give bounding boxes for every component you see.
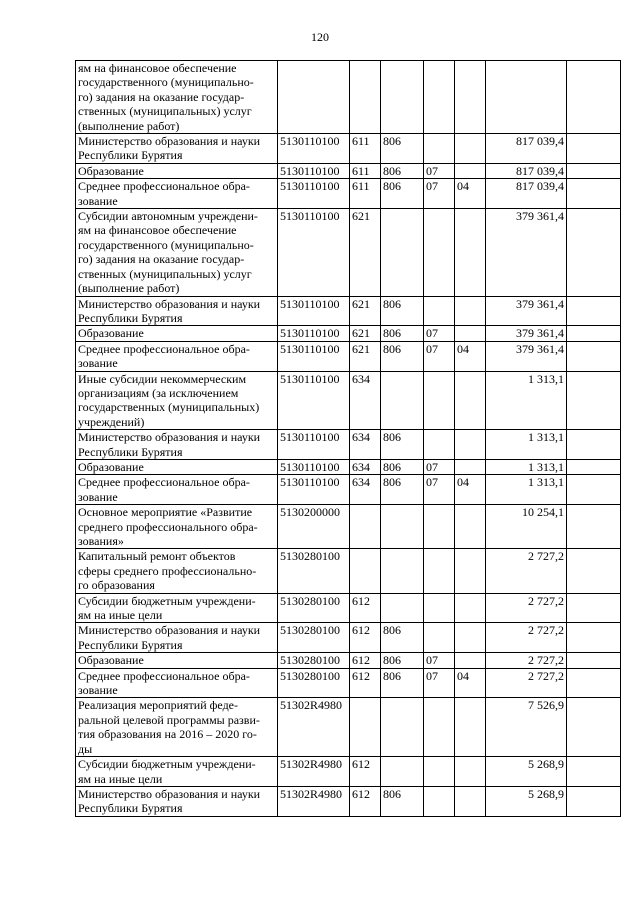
row-code-cell: 5130110100 [278, 296, 350, 326]
row-department-cell [381, 593, 424, 623]
row-code-cell: 5130280100 [278, 593, 350, 623]
row-amount-cell: 1 313,1 [486, 371, 567, 430]
row-empty-cell [567, 459, 621, 474]
row-name-cell [76, 341, 278, 371]
page-number: 120 [311, 30, 329, 44]
row-name-cell [76, 668, 278, 698]
row-department-cell [381, 371, 424, 430]
row-expense-type-cell: 634 [350, 459, 381, 474]
row-amount-cell: 1 313,1 [486, 475, 567, 505]
row-section-cell: 07 [424, 163, 455, 178]
row-name-cell [76, 430, 278, 460]
row-department-cell [381, 209, 424, 296]
row-section-cell [424, 505, 455, 549]
row-department-cell: 806 [381, 786, 424, 816]
row-department-cell [381, 61, 424, 134]
row-section-cell [424, 549, 455, 593]
row-section-cell [424, 430, 455, 460]
row-empty-cell [567, 475, 621, 505]
row-name-cell [76, 698, 278, 757]
table-row [76, 134, 621, 164]
row-subsection-cell [455, 698, 486, 757]
row-section-cell [424, 61, 455, 134]
row-section-cell: 07 [424, 653, 455, 668]
row-expense-type-cell: 612 [350, 786, 381, 816]
row-empty-cell [567, 209, 621, 296]
row-amount-cell: 7 526,9 [486, 698, 567, 757]
row-empty-cell [567, 668, 621, 698]
table-row [76, 61, 621, 134]
row-subsection-cell [455, 653, 486, 668]
row-expense-type-cell [350, 549, 381, 593]
row-expense-type-cell: 621 [350, 296, 381, 326]
row-subsection-cell [455, 623, 486, 653]
row-expense-type-cell: 634 [350, 371, 381, 430]
row-name-text: Министерство образования и науки Республики Бурятия [78, 623, 261, 652]
row-code-cell: 5130110100 [278, 179, 350, 209]
row-expense-type-cell: 634 [350, 475, 381, 505]
row-empty-cell [567, 505, 621, 549]
row-expense-type-cell: 612 [350, 757, 381, 787]
table-row [76, 475, 621, 505]
row-subsection-cell: 04 [455, 668, 486, 698]
row-subsection-cell [455, 326, 486, 341]
row-empty-cell [567, 623, 621, 653]
row-name-text: Министерство образования и науки Республики Бурятия [78, 786, 261, 816]
row-name-cell [76, 61, 278, 134]
row-expense-type-cell: 621 [350, 341, 381, 371]
table-row [76, 593, 621, 623]
row-expense-type-cell: 612 [350, 653, 381, 668]
row-code-cell: 51302R4980 [278, 786, 350, 816]
table-row [76, 757, 621, 787]
row-amount-cell: 10 254,1 [486, 505, 567, 549]
row-name-cell [76, 786, 278, 816]
row-amount-cell: 817 039,4 [486, 163, 567, 178]
row-subsection-cell [455, 371, 486, 430]
row-code-cell: 5130280100 [278, 549, 350, 593]
row-amount-cell: 379 361,4 [486, 326, 567, 341]
row-expense-type-cell: 611 [350, 179, 381, 209]
row-subsection-cell [455, 593, 486, 623]
row-empty-cell [567, 134, 621, 164]
row-name-text: Министерство образования и науки Республики Бурятия [78, 134, 261, 163]
row-section-cell [424, 698, 455, 757]
row-expense-type-cell [350, 505, 381, 549]
row-section-cell [424, 786, 455, 816]
row-section-cell: 07 [424, 475, 455, 505]
row-section-cell [424, 134, 455, 164]
row-subsection-cell [455, 209, 486, 296]
row-name-text: Министерство образования и науки Республики Бурятия [78, 430, 261, 459]
row-empty-cell [567, 296, 621, 326]
table-row [76, 430, 621, 460]
row-department-cell: 806 [381, 326, 424, 341]
table-row [76, 623, 621, 653]
row-department-cell [381, 505, 424, 549]
row-code-cell: 5130280100 [278, 653, 350, 668]
row-name-cell [76, 326, 278, 341]
row-name-text: Министерство образования и науки Республики Бурятия [78, 296, 261, 325]
row-section-cell [424, 593, 455, 623]
table-row [76, 653, 621, 668]
row-section-cell [424, 623, 455, 653]
table-row [76, 786, 621, 816]
row-amount-cell: 2 727,2 [486, 593, 567, 623]
row-code-cell: 5130110100 [278, 371, 350, 430]
row-expense-type-cell: 611 [350, 134, 381, 164]
row-empty-cell [567, 757, 621, 787]
row-amount-cell: 379 361,4 [486, 209, 567, 296]
row-code-cell: 5130280100 [278, 668, 350, 698]
row-expense-type-cell: 612 [350, 593, 381, 623]
row-name-cell [76, 459, 278, 474]
row-empty-cell [567, 593, 621, 623]
row-subsection-cell [455, 134, 486, 164]
row-name-text: Образование [78, 163, 144, 178]
row-expense-type-cell: 621 [350, 326, 381, 341]
row-empty-cell [567, 61, 621, 134]
row-name-cell [76, 549, 278, 593]
row-name-text: Среднее профессиональное обра- зование [78, 179, 250, 208]
budget-table [75, 60, 621, 817]
row-empty-cell [567, 326, 621, 341]
row-subsection-cell: 04 [455, 179, 486, 209]
row-name-cell [76, 134, 278, 164]
row-empty-cell [567, 341, 621, 371]
row-name-text: Субсидии бюджетным учреждени- ям на иные цели [78, 757, 256, 786]
row-name-cell [76, 209, 278, 296]
row-name-text: Образование [78, 459, 144, 474]
row-name-cell [76, 593, 278, 623]
row-amount-cell: 1 313,1 [486, 430, 567, 460]
row-code-cell: 51302R4980 [278, 757, 350, 787]
row-name-text: Субсидии бюджетным учреждени- ям на иные цели [78, 593, 256, 623]
row-subsection-cell [455, 549, 486, 593]
row-department-cell: 806 [381, 668, 424, 698]
budget-table-body [76, 61, 621, 817]
row-name-cell [76, 371, 278, 430]
table-row [76, 209, 621, 296]
table-row [76, 326, 621, 341]
row-subsection-cell [455, 505, 486, 549]
row-department-cell: 806 [381, 134, 424, 164]
row-amount-cell: 2 727,2 [486, 668, 567, 698]
row-empty-cell [567, 786, 621, 816]
row-department-cell: 806 [381, 430, 424, 460]
row-department-cell: 806 [381, 459, 424, 474]
row-empty-cell [567, 371, 621, 430]
table-row [76, 371, 621, 430]
row-department-cell: 806 [381, 296, 424, 326]
table-row [76, 179, 621, 209]
row-expense-type-cell: 611 [350, 163, 381, 178]
table-row [76, 296, 621, 326]
row-department-cell: 806 [381, 475, 424, 505]
row-subsection-cell [455, 430, 486, 460]
row-code-cell: 5130200000 [278, 505, 350, 549]
row-code-cell: 5130110100 [278, 459, 350, 474]
row-name-text: Образование [78, 653, 144, 668]
row-name-text: Образование [78, 326, 144, 341]
row-amount-cell: 2 727,2 [486, 549, 567, 593]
row-amount-cell: 379 361,4 [486, 341, 567, 371]
row-code-cell: 5130110100 [278, 134, 350, 164]
row-expense-type-cell: 621 [350, 209, 381, 296]
row-empty-cell [567, 653, 621, 668]
table-row [76, 549, 621, 593]
row-code-cell: 5130110100 [278, 163, 350, 178]
row-subsection-cell [455, 757, 486, 787]
row-name-cell [76, 179, 278, 209]
row-section-cell: 07 [424, 341, 455, 371]
row-code-cell: 5130280100 [278, 623, 350, 653]
row-expense-type-cell: 612 [350, 668, 381, 698]
row-department-cell [381, 757, 424, 787]
row-department-cell: 806 [381, 653, 424, 668]
row-section-cell: 07 [424, 179, 455, 209]
row-name-cell [76, 163, 278, 178]
row-section-cell: 07 [424, 326, 455, 341]
row-name-text: Иные субсидии некоммерческим организациям (за исключением государственных (муниципальных) учреждений) [78, 371, 260, 429]
table-row [76, 341, 621, 371]
row-amount-cell: 5 268,9 [486, 786, 567, 816]
row-department-cell: 806 [381, 179, 424, 209]
row-amount-cell: 817 039,4 [486, 134, 567, 164]
table-row [76, 163, 621, 178]
table-row [76, 698, 621, 757]
row-name-text: Основное мероприятие «Развитие среднего профессионального обра- зования» [78, 505, 258, 548]
row-code-cell: 5130110100 [278, 341, 350, 371]
row-expense-type-cell [350, 61, 381, 134]
row-name-cell [76, 653, 278, 668]
row-expense-type-cell: 634 [350, 430, 381, 460]
row-department-cell: 806 [381, 163, 424, 178]
row-subsection-cell [455, 459, 486, 474]
row-name-cell [76, 757, 278, 787]
row-name-cell [76, 623, 278, 653]
row-name-text: Субсидии автономным учреждени- ям на финансовое обеспечение государственного (муниципально- го) задания на оказание государ- ственных (муниципальных) услуг (выполнение работ) [78, 209, 258, 296]
row-amount-cell: 5 268,9 [486, 757, 567, 787]
row-section-cell [424, 209, 455, 296]
row-name-text: Среднее профессиональное обра- зование [78, 341, 250, 371]
row-subsection-cell [455, 61, 486, 134]
row-subsection-cell [455, 296, 486, 326]
row-amount-cell [486, 61, 567, 134]
row-amount-cell: 2 727,2 [486, 653, 567, 668]
row-empty-cell [567, 163, 621, 178]
row-name-cell [76, 296, 278, 326]
table-row [76, 505, 621, 549]
row-department-cell [381, 549, 424, 593]
row-amount-cell: 1 313,1 [486, 459, 567, 474]
row-section-cell [424, 296, 455, 326]
row-code-cell [278, 61, 350, 134]
row-expense-type-cell: 612 [350, 623, 381, 653]
row-name-text: Среднее профессиональное обра- зование [78, 668, 250, 698]
row-code-cell: 51302R4980 [278, 698, 350, 757]
row-empty-cell [567, 430, 621, 460]
row-name-cell [76, 475, 278, 505]
row-code-cell: 5130110100 [278, 326, 350, 341]
row-amount-cell: 2 727,2 [486, 623, 567, 653]
row-department-cell [381, 698, 424, 757]
row-section-cell [424, 757, 455, 787]
row-code-cell: 5130110100 [278, 209, 350, 296]
row-amount-cell: 817 039,4 [486, 179, 567, 209]
row-section-cell [424, 371, 455, 430]
row-subsection-cell [455, 163, 486, 178]
row-subsection-cell: 04 [455, 475, 486, 505]
row-section-cell: 07 [424, 668, 455, 698]
row-empty-cell [567, 549, 621, 593]
row-name-text: ям на финансовое обеспечение государственного (муниципально- го) задания на оказание государ- ственных (муниципальных) услуг (выполнение работ) [78, 61, 254, 133]
row-empty-cell [567, 179, 621, 209]
row-empty-cell [567, 698, 621, 757]
table-row [76, 668, 621, 698]
row-code-cell: 5130110100 [278, 475, 350, 505]
row-department-cell: 806 [381, 623, 424, 653]
table-row [76, 459, 621, 474]
row-name-text: Реализация мероприятий феде- ральной целевой программы разви- тия образования на 2016 – 2020 го- ды [78, 698, 260, 756]
row-department-cell: 806 [381, 341, 424, 371]
row-section-cell: 07 [424, 459, 455, 474]
row-code-cell: 5130110100 [278, 430, 350, 460]
row-subsection-cell [455, 786, 486, 816]
row-subsection-cell: 04 [455, 341, 486, 371]
row-name-cell [76, 505, 278, 549]
row-expense-type-cell [350, 698, 381, 757]
row-name-text: Среднее профессиональное обра- зование [78, 475, 250, 504]
row-name-text: Капитальный ремонт объектов сферы среднего профессионально- го образования [78, 549, 257, 593]
row-amount-cell: 379 361,4 [486, 296, 567, 326]
